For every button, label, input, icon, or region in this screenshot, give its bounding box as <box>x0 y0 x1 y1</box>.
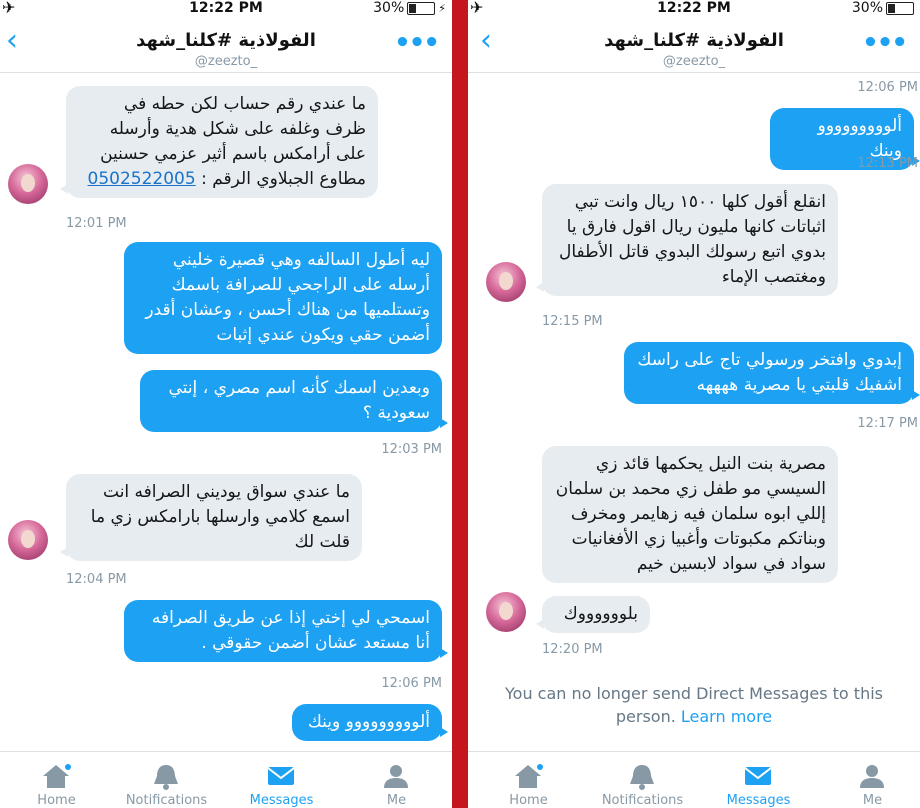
message-timestamp: 12:13 PM <box>857 156 918 171</box>
message-text: انقلع أقول كلها ١٥٠٠ ريال وانت تبي اثباتات كانها مليون ريال اقول فارق يا بدوي اتبع رسولك البدوي قاتل الأطفال ومغتصب الإماء <box>558 192 826 287</box>
tab-me[interactable] <box>340 752 452 808</box>
message-timestamp: 12:01 PM <box>66 216 127 231</box>
message-bubble-received[interactable] <box>542 596 650 633</box>
blocked-notice <box>468 682 920 728</box>
conversation-header <box>468 20 920 73</box>
home-icon <box>0 762 113 790</box>
message-timestamp: 12:15 PM <box>542 314 603 329</box>
battery-level <box>409 4 416 13</box>
envelope-icon <box>702 762 815 790</box>
tab-notifications[interactable] <box>110 752 223 808</box>
tab-notifications[interactable] <box>586 752 699 808</box>
message-text: بلووووووك <box>563 604 638 624</box>
message-text: مصرية بنت النيل يحكمها قائد زي السيسي مو طفل زي محمد بن سلمان إللي ابوه سلمان فيه زهايمر ومخرف وبناتكم مكبوتات وأغبيا زي الأفغانيات سواد في سواد لابسين خيم <box>555 454 826 574</box>
more-options-icon[interactable]: ••• <box>394 28 438 58</box>
back-chevron-icon[interactable]: ‹ <box>480 23 492 58</box>
home-icon <box>472 762 585 790</box>
message-text: ألووووووووو وينك <box>307 712 430 732</box>
message-timestamp: 12:17 PM <box>857 416 918 431</box>
battery-indicator <box>373 0 446 16</box>
status-time: 12:22 PM <box>189 0 263 16</box>
tab-me[interactable] <box>816 752 920 808</box>
message-text: ما عندي رقم حساب لكن حطه في ظرف وغلفه على شكل هدية وأرسله على أرامكس باسم أثير عزمي حسنين مطاوع الجبلاوي الرقم : <box>100 94 366 189</box>
message-text: ليه أطول السالفه وهي قصيرة خليني أرسله على الراجحي للصرافة باسمك وتستلميها من هناك أحسن ، وعشان أقدر أضمن حقي ويكون عندي إثبات <box>145 250 430 345</box>
avatar[interactable] <box>486 262 526 302</box>
person-icon <box>340 762 452 790</box>
message-text: ألووووووووو وينك <box>817 116 902 161</box>
tab-home[interactable] <box>472 752 585 808</box>
learn-more-link[interactable]: Learn more <box>680 707 773 726</box>
tab-label: Notifications <box>125 793 208 808</box>
blocked-notice-text: You can no longer send Direct Messages to this person. <box>505 684 883 726</box>
more-options-icon[interactable]: ••• <box>862 28 906 58</box>
message-bubble-received[interactable] <box>542 184 838 296</box>
tab-bar <box>0 751 452 808</box>
conversation-header <box>0 20 452 73</box>
message-timestamp: 12:06 PM <box>857 80 918 95</box>
conversation-title: الفولاذية #كلنا_شهد <box>604 30 784 51</box>
conversation-handle: @zeezto_ <box>662 54 726 69</box>
message-bubble-received[interactable] <box>66 474 362 561</box>
back-chevron-icon[interactable]: ‹ <box>6 23 18 58</box>
envelope-icon <box>225 762 338 790</box>
battery-percent: 30% <box>851 0 883 16</box>
tab-label: Me <box>386 793 407 808</box>
avatar[interactable] <box>486 592 526 632</box>
right-screenshot <box>468 0 920 808</box>
battery-icon <box>407 2 435 15</box>
message-timestamp: 12:20 PM <box>542 642 603 657</box>
tab-label: Me <box>862 793 883 808</box>
avatar[interactable] <box>8 520 48 560</box>
message-bubble-sent[interactable] <box>124 242 442 354</box>
tab-home[interactable] <box>0 752 113 808</box>
tab-messages[interactable] <box>225 752 338 808</box>
tab-messages[interactable] <box>702 752 815 808</box>
battery-indicator <box>852 0 914 16</box>
tab-label: Home <box>509 793 548 808</box>
message-bubble-received[interactable] <box>66 86 378 198</box>
message-thread <box>0 74 452 752</box>
tab-bar <box>468 751 920 808</box>
message-timestamp: 12:06 PM <box>381 676 442 691</box>
status-time: 12:22 PM <box>657 0 731 16</box>
message-text: اسمحي لي إختي إذا عن طريق الصرافه أنا مستعد عشان أضمن حقوقي . <box>151 608 430 653</box>
left-screenshot <box>0 0 452 808</box>
status-bar <box>468 0 920 18</box>
tab-label: Messages <box>249 793 314 808</box>
tab-label: Notifications <box>601 793 684 808</box>
message-timestamp: 12:03 PM <box>381 442 442 457</box>
message-thread <box>468 74 920 752</box>
message-text: ما عندي سواق يوديني الصرافه انت اسمع كلامي وارسلها بارامكس زي ما قلت لك <box>90 482 350 552</box>
tab-label: Messages <box>726 793 791 808</box>
charging-icon: ⚡ <box>438 1 446 15</box>
phone-number-link[interactable]: 0502522005 <box>87 169 196 189</box>
message-text: وبعدين اسمك كأنه اسم مصري ، إنتي سعودية ؟ <box>168 378 430 423</box>
message-bubble-sent[interactable] <box>124 600 442 662</box>
bell-icon <box>586 762 699 790</box>
message-bubble-received[interactable] <box>542 446 838 583</box>
message-bubble-sent[interactable] <box>624 342 914 404</box>
airplane-icon: ✈ <box>470 0 484 17</box>
status-bar <box>0 0 452 18</box>
battery-percent: 30% <box>373 0 405 16</box>
tab-label: Home <box>37 793 76 808</box>
battery-level <box>888 4 895 13</box>
battery-icon <box>886 2 914 15</box>
message-bubble-sent[interactable] <box>292 704 442 741</box>
person-icon <box>816 762 920 790</box>
message-bubble-sent[interactable] <box>140 370 442 432</box>
bell-icon <box>110 762 223 790</box>
airplane-icon: ✈ <box>2 0 16 17</box>
conversation-handle: @zeezto_ <box>194 54 258 69</box>
avatar[interactable] <box>8 164 48 204</box>
conversation-title: الفولاذية #كلنا_شهد <box>136 30 316 51</box>
message-timestamp: 12:04 PM <box>66 572 127 587</box>
message-text: إبدوي وافتخر ورسولي تاج على راسك اشفيك قلبتي يا مصرية ههههه <box>637 350 902 395</box>
